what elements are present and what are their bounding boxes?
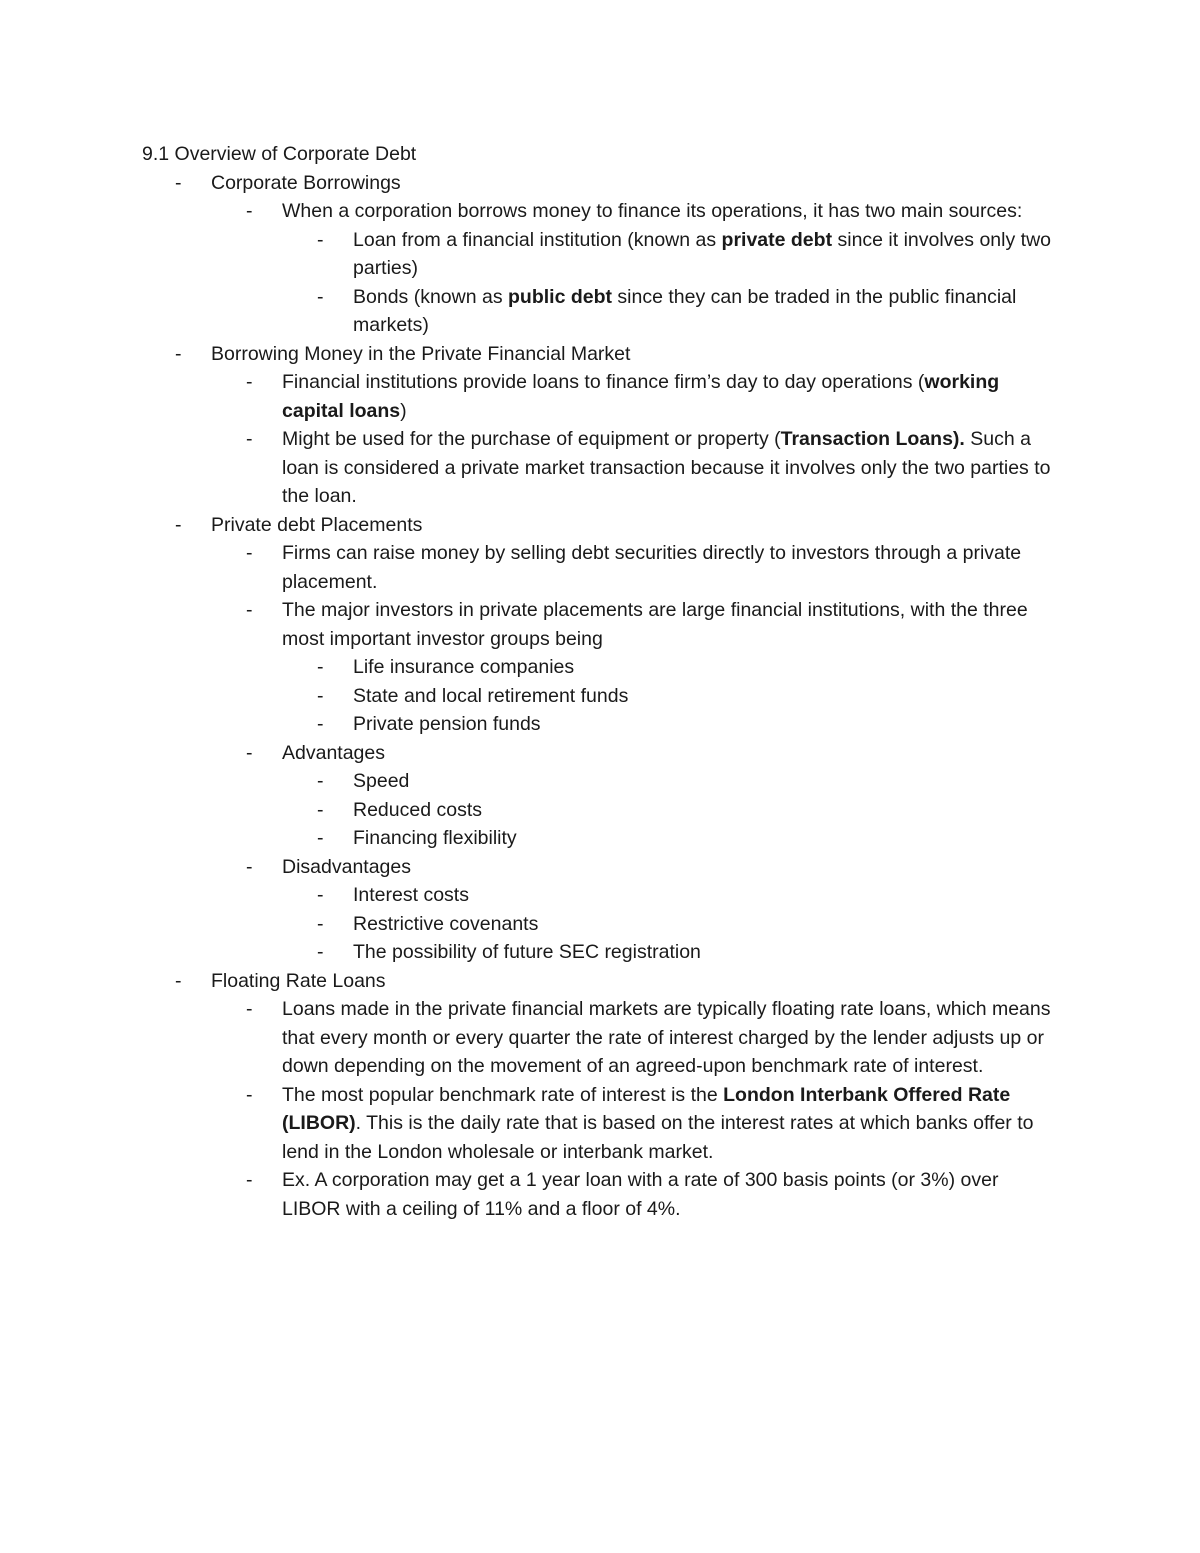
bullet-text [282, 1081, 1062, 1167]
section-item [142, 511, 1062, 540]
bold-term: Transaction Loans). [780, 428, 965, 450]
text-segment: The possibility of future SEC registration [353, 941, 701, 963]
bullet-dash: - [317, 713, 324, 735]
bullet-text [353, 824, 1062, 853]
sub-bullet-item [142, 938, 1062, 967]
text-segment: Interest costs [353, 884, 469, 906]
text-segment: State and local retirement funds [353, 684, 629, 707]
bullet-list [142, 197, 1062, 340]
bullet-dash: - [317, 285, 324, 308]
bullet-text [353, 881, 1062, 910]
bullet-dash: - [317, 941, 324, 963]
bullet-item [142, 197, 1062, 226]
section-item [142, 340, 1062, 369]
bullet-dash: - [175, 513, 182, 536]
bullet-text [282, 368, 1062, 425]
bullet-item [142, 1081, 1062, 1167]
bullet-text [282, 1166, 1062, 1223]
bullet-item [142, 425, 1062, 511]
sub-bullet-item [142, 824, 1062, 853]
bullet-dash: - [317, 798, 324, 821]
bullet-text [353, 796, 1062, 825]
document [142, 140, 1062, 1223]
text-segment: Bonds (known as [353, 285, 509, 308]
bullet-text [282, 539, 1062, 596]
text-segment: since it involves only two parties) [353, 228, 1051, 279]
bullet-dash: - [317, 884, 324, 906]
text-segment: Such a loan is considered a private market transaction because it involves only the two parties to the loan. [282, 428, 1051, 507]
text-segment: Loan from a financial institution (known as [353, 228, 722, 251]
bullet-text [353, 710, 1062, 739]
text-segment: Reduced costs [353, 798, 482, 821]
bullet-text [353, 938, 1062, 967]
sub-bullet-item [142, 881, 1062, 910]
bullet-dash: - [246, 542, 253, 564]
section-item [142, 967, 1062, 996]
section-heading: Private debt Placements [211, 513, 423, 536]
text-segment: Disadvantages [282, 855, 411, 878]
section-item [142, 169, 1062, 198]
bullet-text [282, 596, 1062, 653]
bullet-item [142, 368, 1062, 425]
text-segment: Ex. A corporation may get a 1 year loan with a rate of 300 basis points (or 3%) over LIBOR with a ceiling of 11% and a floor of 4%. [282, 1169, 999, 1220]
text-segment: Restrictive covenants [353, 912, 539, 935]
bullet-text [282, 853, 1062, 882]
sub-bullet-item [142, 226, 1062, 283]
bullet-dash: - [246, 428, 253, 450]
outline-list [142, 169, 1062, 1224]
text-segment: The major investors in private placements are large financial institutions, with the three most important investor groups being [282, 599, 1028, 650]
bullet-dash: - [246, 371, 253, 393]
text-segment: since they can be traded in the public financial markets) [353, 285, 1017, 336]
bullet-text [353, 226, 1062, 283]
bullet-text [282, 995, 1062, 1081]
bullet-text [353, 910, 1062, 939]
bullet-dash: - [317, 912, 324, 935]
bullet-text [353, 767, 1062, 796]
document-title: 9.1 Overview of Corporate Debt [142, 143, 417, 165]
bullet-dash: - [175, 969, 182, 992]
sub-bullet-item [142, 653, 1062, 682]
sub-bullet-item [142, 910, 1062, 939]
sub-bullet-list [142, 226, 1062, 340]
text-segment: . This is the daily rate that is based on the interest rates at which banks offer to lend in the London wholesale or interbank market. [282, 1112, 1034, 1163]
bullet-dash: - [246, 1169, 253, 1191]
bullet-item [142, 853, 1062, 882]
bullet-item [142, 596, 1062, 653]
text-segment: Financial institutions provide loans to finance firm’s day to day operations ( [282, 371, 925, 393]
bullet-text [282, 739, 1062, 768]
bullet-dash: - [175, 171, 182, 194]
bullet-dash: - [246, 1083, 253, 1106]
text-segment: Financing flexibility [353, 827, 517, 849]
sub-bullet-list [142, 881, 1062, 967]
section-heading: Corporate Borrowings [211, 171, 401, 194]
bullet-list [142, 539, 1062, 967]
bullet-item [142, 1166, 1062, 1223]
section-heading: Floating Rate Loans [211, 969, 386, 992]
sub-bullet-list [142, 767, 1062, 853]
text-segment: Private pension funds [353, 713, 541, 735]
bullet-dash: - [317, 228, 324, 251]
bullet-dash: - [317, 656, 324, 678]
bullet-dash: - [317, 770, 324, 792]
bullet-dash: - [246, 741, 253, 764]
bullet-dash: - [246, 200, 253, 222]
bold-term: private debt [721, 228, 833, 251]
text-segment: When a corporation borrows money to finance its operations, it has two main sources: [282, 200, 1023, 222]
text-segment: Speed [353, 770, 410, 792]
bullet-text [353, 653, 1062, 682]
bullet-dash: - [317, 684, 324, 707]
bullet-item [142, 995, 1062, 1081]
bullet-text [282, 197, 1062, 226]
bold-term: London Interbank Offered Rate (LIBOR) [282, 1083, 1011, 1134]
bold-term: working capital loans [282, 371, 1000, 422]
bullet-text [353, 283, 1062, 340]
bullet-dash: - [246, 855, 253, 878]
bullet-dash: - [175, 342, 182, 365]
section-heading: Borrowing Money in the Private Financial Market [211, 342, 631, 365]
sub-bullet-list [142, 653, 1062, 739]
bullet-item [142, 739, 1062, 768]
text-segment: Firms can raise money by selling debt securities directly to investors through a private placement. [282, 542, 1022, 593]
bullet-list [142, 995, 1062, 1223]
sub-bullet-item [142, 283, 1062, 340]
bullet-text [282, 425, 1062, 511]
bold-term: public debt [508, 285, 613, 308]
bullet-text [353, 682, 1062, 711]
sub-bullet-item [142, 767, 1062, 796]
text-segment: Life insurance companies [353, 656, 575, 678]
text-segment: Might be used for the purchase of equipment or property ( [282, 428, 781, 450]
bullet-item [142, 539, 1062, 596]
text-segment: Advantages [282, 741, 385, 764]
bullet-list [142, 368, 1062, 511]
sub-bullet-item [142, 682, 1062, 711]
sub-bullet-item [142, 796, 1062, 825]
bullet-dash: - [246, 599, 253, 621]
text-segment: ) [400, 399, 407, 422]
sub-bullet-item [142, 710, 1062, 739]
text-segment: Loans made in the private financial markets are typically floating rate loans, which means that every month or every quarter the rate of interest charged by the lender adjusts up or down depending on the movement of an agreed-upon benchmark rate of interest. [282, 998, 1051, 1077]
bullet-dash: - [317, 827, 324, 849]
text-segment: The most popular benchmark rate of interest is the [282, 1083, 724, 1106]
bullet-dash: - [246, 998, 253, 1020]
